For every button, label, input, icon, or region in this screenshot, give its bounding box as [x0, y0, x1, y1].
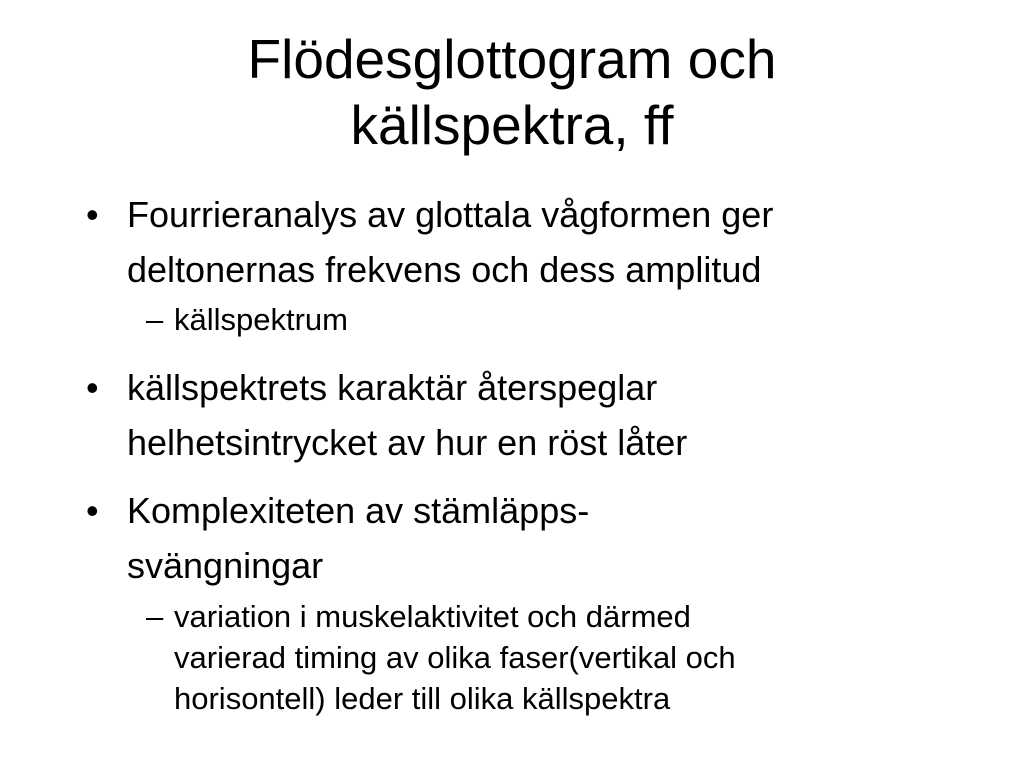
bullet-icon: • — [86, 367, 99, 408]
sub-bullet-line: varierad timing av olika faser(vertikal och — [174, 640, 736, 675]
bullet-icon: • — [86, 194, 99, 235]
bullet-line: helhetsintrycket av hur en röst låter — [127, 422, 688, 463]
bullet-item-3 — [86, 483, 986, 593]
bullet-line: Komplexiteten av stämläpps- — [127, 490, 590, 531]
bullet-item-1 — [86, 187, 986, 297]
sub-bullet-line: källspektrum — [174, 302, 348, 337]
sub-bullet-item-1 — [146, 299, 986, 340]
bullet-item-2 — [86, 360, 986, 470]
bullet-line: svängningar — [127, 545, 324, 586]
bullet-icon: • — [86, 490, 99, 531]
slide-title — [0, 26, 1024, 158]
dash-icon: – — [146, 599, 164, 634]
bullet-line: Fourrieranalys av glottala vågformen ger — [127, 194, 774, 235]
bullet-line: källspektrets karaktär återspeglar — [127, 367, 658, 408]
sub-bullet-item-2 — [146, 596, 986, 719]
bullet-line: deltonernas frekvens och dess amplitud — [127, 249, 762, 290]
title-line-1: Flödesglottogram och — [247, 28, 777, 90]
bullet-list — [86, 187, 986, 719]
title-line-2: källspektra, ff — [350, 94, 674, 156]
sub-bullet-line: horisontell) leder till olika källspektra — [174, 681, 671, 716]
sub-bullet-line: variation i muskelaktivitet och därmed — [174, 599, 691, 634]
dash-icon: – — [146, 302, 164, 337]
